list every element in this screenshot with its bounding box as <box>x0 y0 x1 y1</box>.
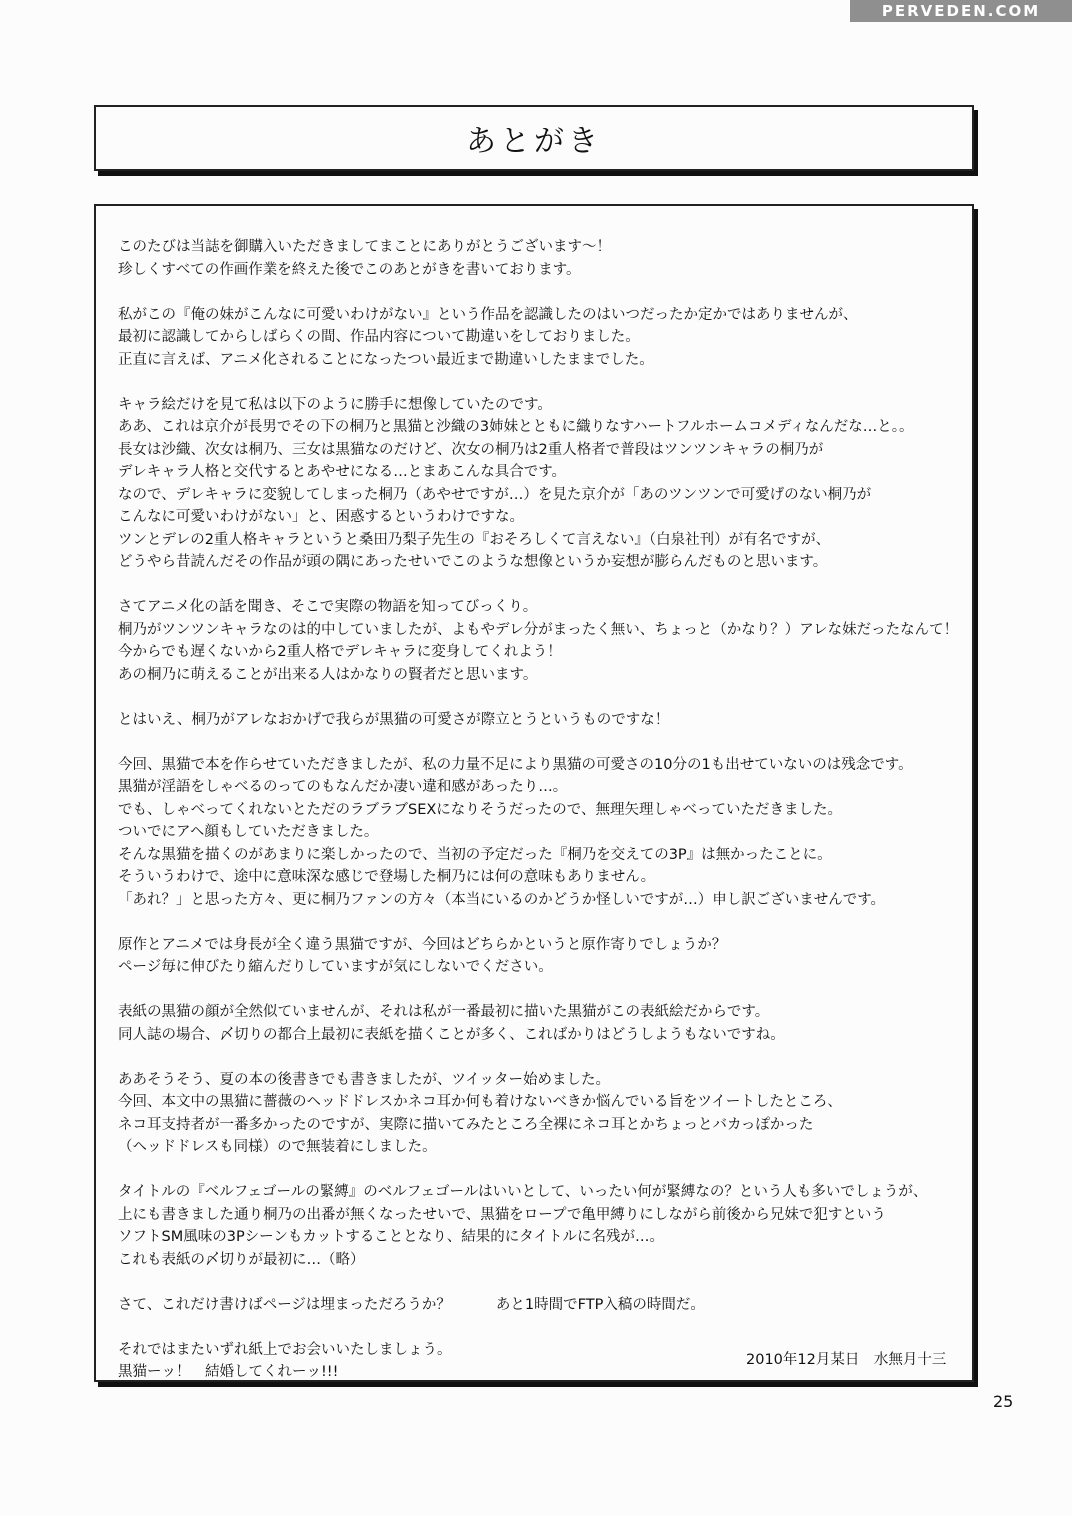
afterword-text <box>118 236 968 1406</box>
closing-remark: あと1時間でFTP入稿の時間だ。 <box>495 1296 705 1313</box>
text-line: こんなに可愛いわけがない」と、困惑するというわけですな。 <box>118 509 524 525</box>
text-line: 原作とアニメでは身長が全く違う黒猫ですが、今回はどちらかというと原作寄りでしょうか？ <box>118 936 727 953</box>
paragraph <box>118 709 968 732</box>
text-line: ネコ耳支持者が一番多かったのですが、実際に描いてみたところ全裸にネコ耳とかちょっとバカっぽかった <box>118 1116 814 1133</box>
paragraph <box>118 394 968 574</box>
closing-line <box>118 1294 968 1317</box>
closing-question: さて、これだけ書けばページは埋まっただろうか？ <box>118 1296 451 1313</box>
text-line: なので、デレキャラに変貌してしまった桐乃（あやせですが…）を見た京介が「あのツンツンで可愛げのない桐乃が <box>118 486 872 503</box>
text-line: 今回、黒猫で本を作らせていただきましたが、私の力量不足により黒猫の可愛さの10分の1も出せていないのは残念です。 <box>118 756 913 773</box>
text-line: あの桐乃に萌えることが出来る人はかなりの賢者だと思います。 <box>118 666 538 683</box>
text-line: さてアニメ化の話を聞き、そこで実際の物語を知ってびっくり。 <box>118 599 538 615</box>
text-line: ページ毎に伸びたり縮んだりしていますが気にしないでください。 <box>118 959 553 975</box>
text-line: デレキャラ人格と交代するとあやせになる…とまあこんな具合です。 <box>118 464 567 480</box>
text-line: 「あれ？」と思った方々、更に桐乃ファンの方々（本当にいるのかどうか怪しいですが…）申し訳ございませんです。 <box>118 891 886 908</box>
text-line: それではまたいずれ紙上でお会いいたしましょう。 <box>118 1341 452 1358</box>
text-line: 黒猫ーッ！ 結婚してくれーッ!!! <box>118 1364 339 1380</box>
title-box <box>94 105 974 171</box>
paragraph <box>118 754 968 912</box>
page-number: 25 <box>993 1392 1014 1411</box>
text-line: 桐乃がツンツンキャラなのは的中していましたが、よもやデレ分がまったく無い、ちょっと（かなり？）アレな妹だったなんて！ <box>118 621 959 638</box>
text-line: 今回、本文中の黒猫に薔薇のヘッドドレスかネコ耳か何も着けないべきか悩んでいる旨をツイートしたところ、 <box>118 1094 842 1110</box>
text-line: そんな黒猫を描くのがあまりに楽しかったので、当初の予定だった『桐乃を交えての3P』は無かったことに。 <box>118 846 832 863</box>
paragraph <box>118 304 968 372</box>
text-line: 上にも書きました通り桐乃の出番が無くなったせいで、黒猫をロープで亀甲縛りにしながら前後から兄妹で犯すという <box>118 1206 886 1223</box>
paragraph <box>118 1001 968 1046</box>
text-line: キャラ絵だけを見て私は以下のように勝手に想像していたのです。 <box>118 396 552 413</box>
text-line: そういうわけで、途中に意味深な感じで登場した桐乃には何の意味もありません。 <box>118 869 656 885</box>
text-line: ついでにアヘ顔もしていただきました。 <box>118 824 379 840</box>
text-line: 今からでも遅くないから2重人格でデレキャラに変身してくれよう！ <box>118 644 562 660</box>
text-line: これも表紙の〆切りが最初に…（略） <box>118 1251 365 1268</box>
text-line: ああ、これは京介が長男でその下の桐乃と黒猫と沙織の3姉妹とともに織りなすハートフルホームコメディなんだな…と。。 <box>118 419 914 435</box>
text-line: 黒猫が淫語をしゃべるのってのもなんだか凄い違和感があったり…。 <box>118 779 568 795</box>
text-line: 正直に言えば、アニメ化されることになったつい最近まで勘違いしたままでした。 <box>118 351 654 368</box>
text-line: このたびは当誌を御購入いただきましてまことにありがとうございます〜！ <box>118 239 611 255</box>
text-line: タイトルの『ベルフェゴールの緊縛』のベルフェゴールはいいとして、いったい何が緊縛なの？という人も多いでしょうが、 <box>118 1184 928 1200</box>
paragraph <box>118 236 968 281</box>
text-line: 表紙の黒猫の顔が全然似ていませんが、それは私が一番最初に描いた黒猫がこの表紙絵だからです。 <box>118 1004 770 1020</box>
text-line: 長女は沙織、次女は桐乃、三女は黒猫なのだけど、次女の桐乃は2重人格者で普段はツンツンキャラの桐乃が <box>118 441 824 458</box>
text-line: とはいえ、桐乃がアレなおかげで我らが黒猫の可愛さが際立とうというものですな！ <box>118 711 670 728</box>
text-line: ツンとデレの2重人格キャラというと桑田乃梨子先生の『おそろしくて言えない』（白泉社刊）が有名ですが、 <box>118 531 831 548</box>
text-line: ああそうそう、夏の本の後書きでも書きましたが、ツイッター始めました。 <box>118 1071 610 1088</box>
text-line: ソフトSM風味の3Pシーンもカットすることとなり、結果的にタイトルに名残が…。 <box>118 1229 665 1245</box>
text-line: 珍しくすべての作画作業を終えた後でこのあとがきを書いております。 <box>118 261 581 278</box>
text-line: 同人誌の場合、〆切りの都合上最初に表紙を描くことが多く、こればかりはどうしようもないですね。 <box>118 1026 785 1043</box>
paragraph <box>118 1069 968 1159</box>
text-line: （ヘッドドレスも同様）ので無装着にしました。 <box>118 1139 437 1155</box>
paragraph <box>118 1181 968 1271</box>
afterword-box <box>94 204 974 1382</box>
text-line: でも、しゃべってくれないとただのラブラブSEXになりそうだったので、無理矢理しゃべっていただきました。 <box>118 801 843 818</box>
paragraph <box>118 934 968 979</box>
text-line: 最初に認識してからしばらくの間、作品内容について勘違いをしておりました。 <box>118 329 640 345</box>
paragraph <box>118 596 968 686</box>
page-title: あとがき <box>466 124 602 159</box>
signature: 2010年12月某日 水無月十三 <box>746 1352 947 1368</box>
text-line: 私がこの『俺の妹がこんなに可愛いわけがない』という作品を認識したのはいつだったか定かではありませんが、 <box>118 306 858 323</box>
watermark: PERVEDEN.COM <box>850 0 1072 22</box>
text-line: どうやら昔読んだその作品が頭の隅にあったせいでこのような想像というか妄想が膨らんだものと思います。 <box>118 554 828 570</box>
